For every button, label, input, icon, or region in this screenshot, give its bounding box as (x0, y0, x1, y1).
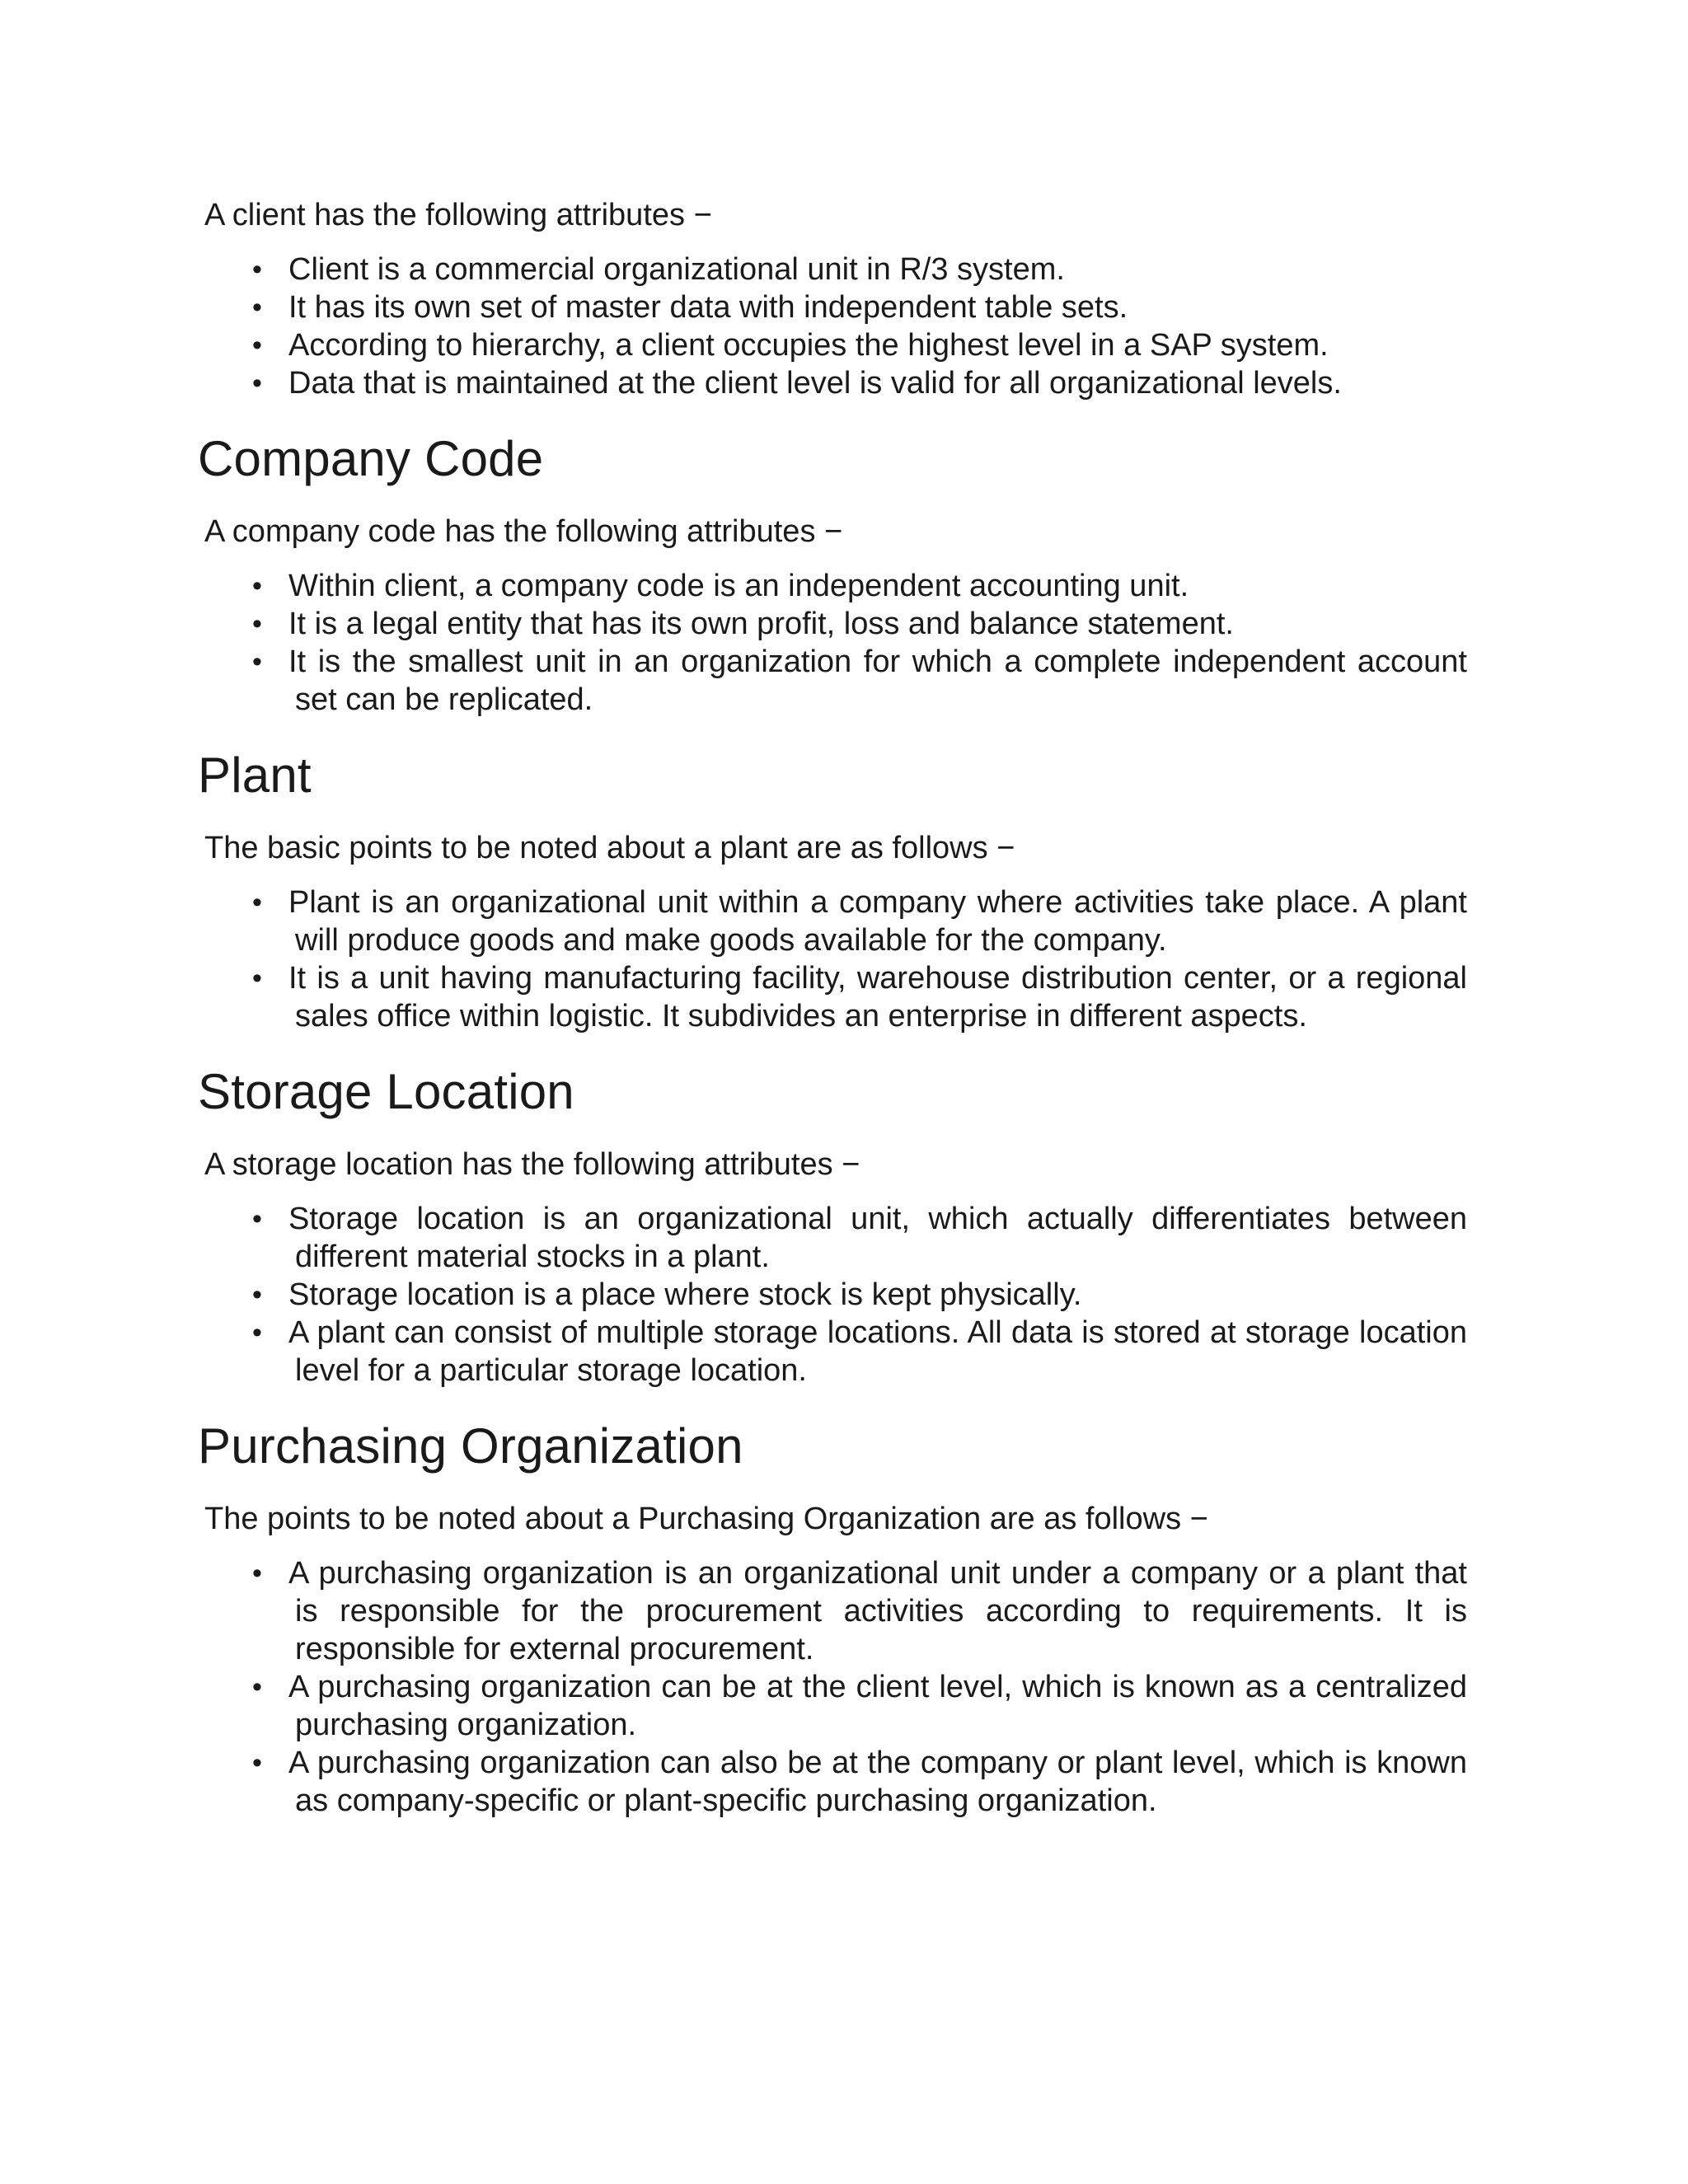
list-item: • It is the smallest unit in an organization for which a complete independent account set can be replicated. (252, 644, 1467, 717)
list-item: • It is a unit having manufacturing facility, warehouse distribution center, or a regional sales office within logistic. It subdivides an enterprise in different aspects. (252, 961, 1467, 1033)
company-code-heading: Company Code (198, 431, 544, 486)
list-item: • It is a legal entity that has its own profit, loss and balance statement. (252, 607, 1234, 641)
bullet-icon: • (252, 887, 262, 918)
bullet-icon: • (252, 254, 262, 285)
list-item: • Plant is an organizational unit within a company where activities take place. A plant will produce goods and make goods available for the company. (252, 885, 1467, 958)
purchasing-organization-intro: The points to be noted about a Purchasing Organization are as follows − (204, 1502, 1208, 1536)
list-item: • A purchasing organization can also be at the company or plant level, which is known as company-specific or plant-specific purchasing organization. (252, 1746, 1467, 1818)
client-section (198, 196, 1467, 402)
list-item: • Client is a commercial organizational unit in R/3 system. (252, 252, 1065, 287)
plant-point-list (198, 883, 1467, 1035)
list-item: • Storage location is a place where stock is kept physically. (252, 1277, 1082, 1312)
list-item: • A plant can consist of multiple storage locations. All data is stored at storage location level for a particular storage location. (252, 1315, 1467, 1388)
list-item: • It has its own set of master data with independent table sets. (252, 290, 1128, 325)
bullet-icon: • (252, 1317, 262, 1348)
client-attribute-list (198, 251, 1467, 402)
storage-location-attribute-list (198, 1200, 1467, 1390)
bullet-icon: • (252, 608, 262, 640)
document-page (198, 196, 1467, 1848)
purchasing-organization-section (198, 1418, 1467, 1820)
bullet-icon: • (252, 368, 262, 399)
bullet-icon: • (252, 330, 262, 361)
list-item: • A purchasing organization can be at the client level, which is known as a centralized purchasing organization. (252, 1670, 1467, 1742)
company-code-section (198, 430, 1467, 719)
bullet-icon: • (252, 963, 262, 994)
storage-location-intro: A storage location has the following attributes − (204, 1147, 860, 1182)
list-item: • Within client, a company code is an independent accounting unit. (252, 569, 1189, 603)
storage-location-heading: Storage Location (198, 1064, 574, 1119)
list-item: • Storage location is an organizational unit, which actually differentiates between different material stocks in a plant. (252, 1202, 1467, 1274)
bullet-icon: • (252, 646, 262, 677)
bullet-icon: • (252, 1203, 262, 1235)
plant-intro: The basic points to be noted about a plant are as follows − (204, 831, 1015, 865)
bullet-icon: • (252, 292, 262, 323)
plant-section (198, 747, 1467, 1035)
list-item: • Data that is maintained at the client level is valid for all organizational levels. (252, 366, 1342, 401)
client-intro: A client has the following attributes − (204, 198, 712, 232)
list-item: • A purchasing organization is an organizational unit under a company or a plant that is responsible for the procurement activities according to requirements. It is responsible for external procurement. (252, 1556, 1467, 1666)
bullet-icon: • (252, 1671, 262, 1703)
bullet-icon: • (252, 1747, 262, 1779)
bullet-icon: • (252, 1279, 262, 1310)
company-code-intro: A company code has the following attributes − (204, 514, 843, 549)
purchasing-organization-point-list (198, 1554, 1467, 1820)
plant-heading: Plant (198, 748, 312, 803)
list-item: • According to hierarchy, a client occupies the highest level in a SAP system. (252, 328, 1329, 363)
storage-location-section (198, 1063, 1467, 1390)
bullet-icon: • (252, 1558, 262, 1589)
purchasing-organization-heading: Purchasing Organization (198, 1418, 743, 1474)
company-code-attribute-list (198, 567, 1467, 719)
bullet-icon: • (252, 570, 262, 602)
